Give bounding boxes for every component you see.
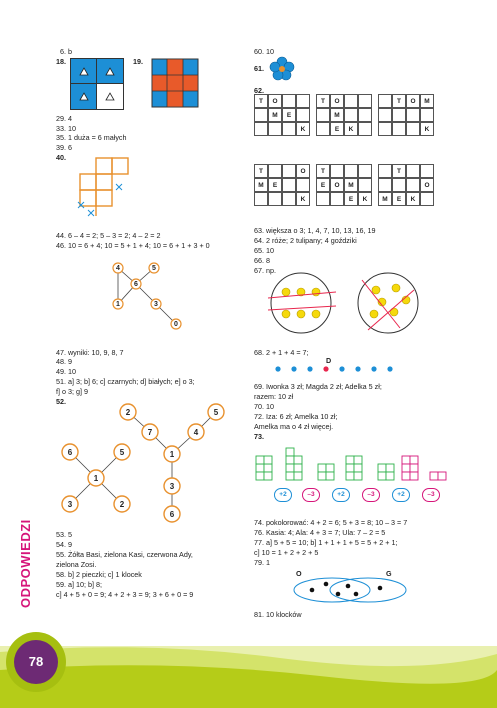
d52-node: 1	[93, 474, 99, 483]
grid-cell	[268, 122, 282, 136]
grid-cell: K	[344, 122, 358, 136]
grid-cell: M	[268, 108, 282, 122]
grid-cell: M	[330, 108, 344, 122]
grid-cell: O	[330, 178, 344, 192]
side-label: ODPOWIEDZI	[18, 519, 33, 608]
grid-cell	[406, 164, 420, 178]
grid-cell: T	[254, 94, 268, 108]
grid-cell	[254, 122, 268, 136]
grid-cell	[420, 164, 434, 178]
grid-cell	[268, 164, 282, 178]
grid-cell	[344, 94, 358, 108]
grid-cell: K	[358, 192, 372, 206]
d46-node: 5	[152, 265, 156, 272]
grid-cell	[378, 164, 392, 178]
grid-cell: E	[344, 192, 358, 206]
grid-cell	[282, 178, 296, 192]
grid-cell	[420, 108, 434, 122]
d46-node: 6	[134, 281, 138, 288]
answer-49: 49. 10	[56, 367, 76, 376]
grid-cell	[344, 108, 358, 122]
grid-cell	[268, 192, 282, 206]
grid-cell: K	[406, 192, 420, 206]
operation-badge: +2	[274, 488, 292, 502]
answer-70: 70. 10	[254, 402, 274, 411]
grid-cell: K	[420, 122, 434, 136]
grid-cell	[420, 192, 434, 206]
letter-grid	[254, 164, 310, 206]
grid-cell	[254, 108, 268, 122]
answer-72b: Amelka ma o 4 zł więcej.	[254, 422, 334, 431]
figure-52	[58, 402, 238, 522]
letter-grid	[378, 164, 434, 206]
answer-62-label: 62.	[254, 86, 264, 95]
venn-label-o: O	[296, 569, 302, 578]
answer-61-label: 61.	[254, 64, 264, 73]
d52-node: 5	[213, 408, 219, 417]
d46-node: 0	[174, 321, 178, 328]
grid-cell: E	[282, 108, 296, 122]
answer-54: 54. 9	[56, 540, 72, 549]
letter-grid	[316, 164, 372, 206]
grid-cell	[358, 164, 372, 178]
grid-cell: E	[330, 122, 344, 136]
answer-69a: 69. Iwonka 3 zł; Magda 2 zł; Adelka 5 zł;	[254, 382, 382, 391]
answer-44: 44. 6 – 4 = 2; 5 – 3 = 2; 4 – 2 = 2	[56, 231, 161, 240]
grid-cell: O	[296, 164, 310, 178]
answer-59a: 59. a] 10; b] 8;	[56, 580, 102, 589]
grid-cell	[296, 94, 310, 108]
d52-node: 6	[169, 510, 175, 519]
grid-cell	[358, 108, 372, 122]
answer-18-label: 18.	[56, 57, 66, 66]
answer-66: 66. 8	[254, 256, 270, 265]
operation-badge: +2	[392, 488, 410, 502]
answer-47: 47. wyniki: 10, 9, 8, 7	[56, 348, 124, 357]
grid-cell: E	[316, 178, 330, 192]
figure-18	[70, 58, 124, 110]
answer-74: 74. pokolorować: 4 + 2 = 6; 5 + 3 = 8; 10 – 3 = 7	[254, 518, 408, 527]
grid-cell: M	[420, 94, 434, 108]
grid-cell	[296, 108, 310, 122]
answer-19-label: 19.	[133, 57, 143, 66]
answer-77a: 77. a] 5 + 5 = 10; b] 1 + 1 + 1 + 5 = 5 + 2 + 1;	[254, 538, 398, 547]
grid-cell	[282, 94, 296, 108]
answer-81: 81. 10 klocków	[254, 610, 302, 619]
grid-cell: O	[420, 178, 434, 192]
grid-cell	[358, 94, 372, 108]
answer-63: 63. większa o 3; 1, 4, 7, 10, 13, 16, 19	[254, 226, 376, 235]
letter-grid	[254, 94, 310, 136]
grid-cell	[406, 122, 420, 136]
grid-cell	[330, 164, 344, 178]
grid-cell: T	[316, 94, 330, 108]
d52-node: 6	[67, 448, 73, 457]
answer-55b: zielona Zosi.	[56, 560, 97, 569]
grid-cell	[378, 122, 392, 136]
answer-65: 65. 10	[254, 246, 274, 255]
label-d: D	[326, 356, 332, 365]
grid-cell: K	[296, 122, 310, 136]
grid-cell: E	[268, 178, 282, 192]
grid-cell: M	[344, 178, 358, 192]
answer-40-label: 40.	[56, 153, 66, 162]
grid-cell	[316, 192, 330, 206]
operation-badge: +2	[332, 488, 350, 502]
answer-77b: c] 10 = 1 + 2 + 2 + 5	[254, 548, 319, 557]
grid-cell	[282, 122, 296, 136]
grid-cell	[378, 94, 392, 108]
answer-53: 53. 5	[56, 530, 72, 539]
d52-node: 5	[119, 448, 125, 457]
grid-cell	[358, 122, 372, 136]
venn-label-g: G	[386, 569, 392, 578]
grid-cell: E	[392, 192, 406, 206]
grid-cell	[254, 192, 268, 206]
grid-cell: O	[268, 94, 282, 108]
answer-55a: 55. Żółta Basi, zielona Kasi, czerwona Ady,	[56, 550, 193, 559]
grid-cell: O	[330, 94, 344, 108]
answer-46: 46. 10 = 6 + 4; 10 = 5 + 1 + 4; 10 = 6 + 1 + 3 + 0	[56, 241, 210, 250]
grid-cell	[316, 122, 330, 136]
grid-cell	[296, 178, 310, 192]
d52-node: 3	[67, 500, 73, 509]
d52-node: 2	[125, 408, 131, 417]
grid-cell	[378, 108, 392, 122]
d46-node: 3	[154, 301, 158, 308]
grid-cell: T	[392, 164, 406, 178]
grid-cell: T	[392, 94, 406, 108]
venn-diagram	[290, 576, 410, 612]
figure-40	[76, 156, 136, 221]
answer-68: 68. 2 + 1 + 4 = 7;	[254, 348, 309, 357]
operation-badge: –3	[422, 488, 440, 502]
answer-6: 6. b	[60, 47, 72, 56]
answer-59b: c] 4 + 5 + 0 = 9; 4 + 2 + 3 = 9; 3 + 6 + 0 = 9	[56, 590, 194, 599]
operation-badge: –3	[302, 488, 320, 502]
grid-cell: T	[254, 164, 268, 178]
flower-icon	[270, 57, 294, 81]
d52-node: 2	[119, 500, 125, 509]
answer-33: 33. 10	[56, 124, 76, 133]
grid-cell: T	[316, 164, 330, 178]
operation-badge: –3	[362, 488, 380, 502]
grid-cell	[344, 164, 358, 178]
answer-60: 60. 10	[254, 47, 274, 56]
answer-64: 64. 2 róże; 2 tulipany; 4 goździki	[254, 236, 357, 245]
answer-69b: razem: 10 zł	[254, 392, 294, 401]
grid-cell: K	[296, 192, 310, 206]
grid-cell	[282, 164, 296, 178]
grid-cell	[358, 178, 372, 192]
d52-node: 3	[169, 482, 175, 491]
d46-node: 4	[116, 265, 120, 272]
answer-52-label: 52.	[56, 397, 66, 406]
page-number: 78	[28, 654, 44, 669]
grid-cell	[406, 108, 420, 122]
answer-39: 39. 6	[56, 143, 72, 152]
answer-73-label: 73.	[254, 432, 264, 441]
answer-58: 58. b] 2 pieczki; c] 1 klocek	[56, 570, 142, 579]
grid-cell: M	[378, 192, 392, 206]
answer-51b: f] o 3; g] 9	[56, 387, 88, 396]
answer-79: 79. 1	[254, 558, 270, 567]
answer-72a: 72. Iza: 6 zł; Amelka 10 zł;	[254, 412, 338, 421]
grid-cell	[316, 108, 330, 122]
d52-node: 4	[193, 428, 199, 437]
grid-cell: M	[254, 178, 268, 192]
letter-grid	[378, 94, 434, 136]
grid-cell	[392, 122, 406, 136]
bottom-decoration	[0, 618, 497, 708]
figure-19	[152, 59, 198, 107]
answer-48: 48. 9	[56, 357, 72, 366]
figure-73-towers	[256, 446, 456, 484]
grid-cell	[378, 178, 392, 192]
figure-46	[108, 258, 188, 338]
grid-cell	[330, 192, 344, 206]
grid-cell	[392, 178, 406, 192]
dots-row	[274, 364, 398, 374]
grid-cell: O	[406, 94, 420, 108]
answer-29: 29. 4	[56, 114, 72, 123]
answer-51a: 51. a] 3; b] 6; c] czarnych; d] białych; e] o 3;	[56, 377, 195, 386]
triangle-icons	[71, 59, 123, 109]
d52-node: 1	[169, 450, 175, 459]
answer-67: 67. np.	[254, 266, 276, 275]
answer-76: 76. Kasia: 4; Ala: 4 + 3 = 7; Ula: 7 – 2 = 5	[254, 528, 386, 537]
figure-67	[268, 270, 438, 340]
answer-35: 35. 1 duża = 6 małych	[56, 133, 127, 142]
grid-cell	[406, 178, 420, 192]
d46-node: 1	[116, 301, 120, 308]
letter-grid	[316, 94, 372, 136]
d52-node: 7	[147, 428, 153, 437]
grid-cell	[392, 108, 406, 122]
grid-cell	[282, 192, 296, 206]
